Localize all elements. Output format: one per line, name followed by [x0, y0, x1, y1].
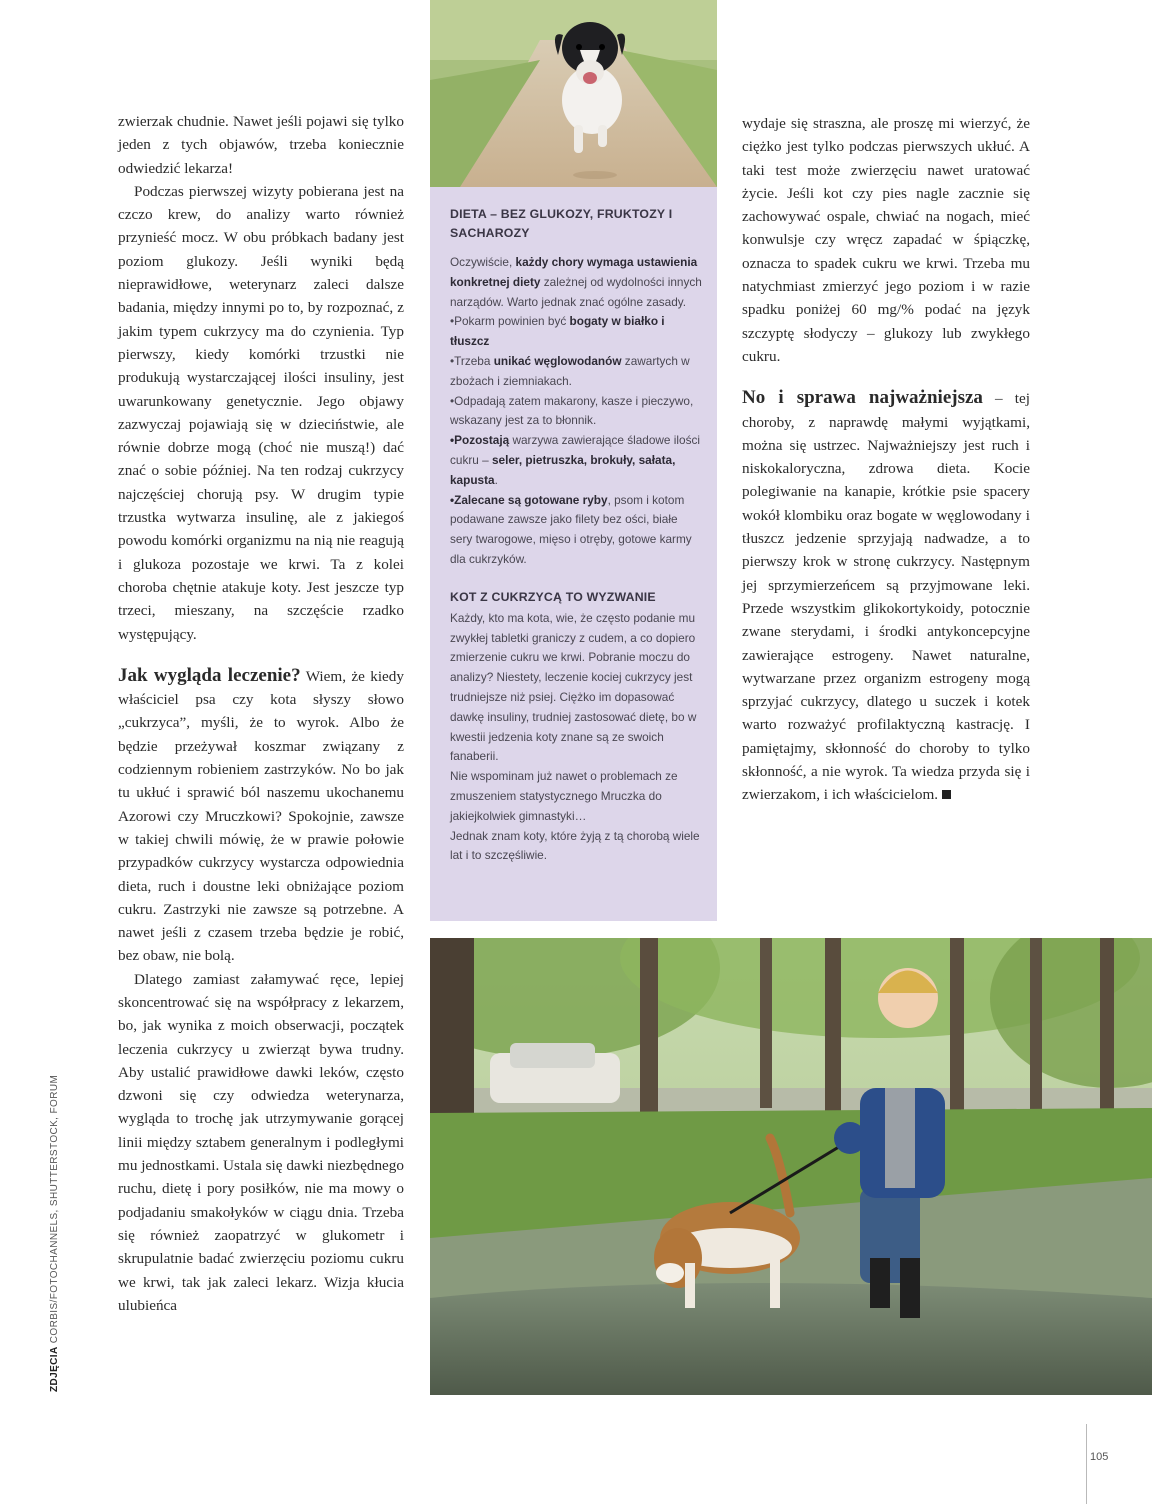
paragraph-lead-heading: Jak wygląda leczenie?: [118, 664, 301, 686]
text-run: •Pokarm powinien być: [450, 314, 570, 329]
paragraph: [118, 664, 404, 968]
end-of-article-mark: [942, 790, 951, 799]
page-number-divider: [1086, 1424, 1087, 1504]
bold-run: każdy chory wymaga ustawienia konkretnej diety: [450, 255, 698, 289]
right-text-column: [742, 112, 1030, 807]
left-text-column: [118, 110, 404, 1317]
text-run: Każdy, kto ma kota, wie, że często podanie mu zwykłej tabletki graniczy z cudem, a co dopiero zmierzenie cukru we krwi. Pobranie moczu do analizy? Niestety, leczenie kociej cukrzycy jest trudniejsze niż psiej. Ciężko im dopasować dawkę insuliny, trudniej zastosować dietę, bo w kwestii jedzenia koty znane są ze swoich fanaberii.: [450, 610, 697, 764]
photo-credit-label: ZDJĘCIA: [49, 1346, 60, 1392]
text-run: Oczywiście,: [450, 255, 516, 269]
boy-walking-beagle-photo: [430, 938, 1152, 1395]
page-number: 105: [1090, 1451, 1109, 1463]
sidebar-text-cat: [450, 609, 702, 866]
running-dog-illustration: [430, 0, 717, 187]
paragraph: wydaje się straszna, ale proszę mi wierzyć, że ciężko jest tylko podczas pierwszych ukłuć. A taki test może zwierzęciu nawet uratować życie. Jeśli kot czy pies nagle zacznie się zachowywać ospale, chwiać na nogach, mieć konwulsje czy wręcz zapadać w śpiączkę, oznacza to spadek cukru we krwi. Trzeba mu natychmiast zmierzyć jego poziom i w razie spadku poniżej 60 mg/% podać na język szczyptę słodyczy – glukozy lub zwykłego cukru.: [742, 115, 1030, 365]
text-run: zależnej od wydolności innych narządów. Warto jednak znać ogólne zasady.: [450, 274, 702, 309]
bold-run: bogaty w białko i tłuszcz: [450, 314, 665, 349]
sidebar-text-diet: [450, 253, 702, 570]
text-run: •Odpadają zatem makarony, kasze i pieczywo, wskazany jest za to błonnik.: [450, 393, 694, 428]
paragraph: zwierzak chudnie. Nawet jeśli pojawi się tylko jeden z tych objawów, trzeba koniecznie odwiedzić lekarza!: [118, 113, 404, 177]
photo-credit: [49, 1075, 60, 1392]
paragraph: Podczas pierwszej wizyty pobierana jest na czczo krew, do analizy warto również przynieść mocz. W obu próbkach badany jest poziom glukozy. Jeśli wyniki będą nieprawidłowe, weterynarz zaleci dalsze badania, między innymi po to, by rozpoznać, z jakim typem cukrzycy ma do czynienia. Typ pierwszy, kiedy komórki trzustki nie produkują wystarczającej ilości insuliny, jest uwarunkowany genetycznie. Jego objawy zazwyczaj pojawiają się w dzieciństwie, ale równie dobrze mogą (choć nie muszą!) dać znać o sobie później. Na ten rodzaj cukrzycy najczęściej chorują psy. W drugim typie trzustka wytwarza insulinę, ale z jakiegoś powodu komórki organizmu na nią nie reagują i glukoza pozostaje we krwi. Ta z kolei choroba chętnie atakuje koty. Jest jeszcze typ trzeci, mieszany, na szczęście rzadko występujący.: [118, 182, 404, 643]
bold-run: seler, pietruszka, brokuły, sałata, kapusta: [450, 452, 676, 487]
text-run: Jednak znam koty, które żyją z tą chorobą wiele lat i to szczęśliwie.: [450, 828, 700, 863]
paragraph-text: – tej choroby, z naprawdę małymi wyjątkami, można się ustrzec. Najważniejszy jest ruch i niskokaloryczna, zdrowa dieta. Kocie polegiwanie na kanapie, krótkie psie spacery wokół klombiku oraz bogate w węglowodany i tłuszcz jedzenie sprzyjają nadwadze, a to pierwszy krok w stronę cukrzycy. Następnym jej sprzymierzeńcem są przyjmowane leki. Przede wszystkim glikokortykoidy, potocznie zwane sterydami, i środki antykoncepcyjne zawierające estrogeny. Nawet naturalne, wytwarzane przez organizm estrogeny mogą sprzyjać cukrzycy, dlatego u suczek i kotek warto rozważyć profilaktyczną kastrację. I pamiętajmy, skłonność do choroby to tylko skłonność, a nie wyrok. Ta wiedza przyda się i zwierzakom, i ich właścicielom.: [742, 390, 1030, 804]
text-run: zawartych w zbożach i ziemniakach.: [450, 353, 690, 388]
paragraph: [742, 386, 1030, 806]
text-run: warzywa zawierające śladowe ilości cukru –: [450, 433, 700, 467]
running-dog-photo: [430, 0, 717, 187]
text-run: , psom i kotom podawane zawsze jako filety bez ości, białe sery twarogowe, mięso i otręby, gotowe karmy dla cukrzyków.: [450, 492, 692, 566]
sidebar-box: [430, 187, 717, 921]
bold-run: •Pozostają: [450, 433, 510, 448]
boy-and-beagle-illustration: [430, 938, 1152, 1395]
sidebar-heading-cat: KOT Z CUKRZYCĄ TO WYZWANIE: [450, 589, 656, 604]
text-run: Nie wspominam już nawet o problemach ze zmuszeniem statystycznego Mruczka do jakiejkolwiek gimnastyki…: [450, 769, 678, 823]
photo-credit-sources: CORBIS/FOTOCHANNELS, SHUTTERSTOCK, FORUM: [49, 1074, 60, 1347]
text-run: .: [494, 472, 498, 487]
paragraph-lead-heading: No i sprawa najważniejsza: [742, 387, 983, 409]
bold-run: •Zalecane są gotowane ryby: [450, 492, 608, 507]
sidebar-content: [450, 205, 702, 866]
paragraph: Dlatego zamiast załamywać ręce, lepiej skoncentrować się na współpracy z lekarzem, bo, jak wynika z moich obserwacji, początek leczenia cukrzycy u zwierząt bywa trudny. Aby ustalić prawidłowe dawki leków, często dzwoni się czy odwiedza weterynarza, wygląda to trochę jak utrzymywanie gorącej linii między sztabem generalnym i podległymi mu jednostkami. Ustala się dawki niezbędnego ruchu, dietę i pory posiłków, nie ma mowy o podjadaniu smakołyków w ciągu dnia. Trzeba się również zaopatrzyć w glukometr i skrupulatnie badać zwierzęciu poziomu cukru we krwi, tak jak zaleci lekarz. Wizja kłucia ulubieńca: [118, 970, 404, 1314]
sidebar-heading-diet: DIETA – BEZ GLUKOZY, FRUKTOZY I SACHAROZY: [450, 207, 673, 240]
text-run: •Trzeba: [450, 353, 494, 368]
bold-run: unikać węglowodanów: [493, 353, 622, 368]
paragraph-text: Wiem, że kiedy właściciel psa czy kota słyszy słowo „cukrzyca”, myśli, że to wyrok. Albo że będzie przeżywał koszmar związany z codziennym robieniem zastrzyków. No bo jak tu ukłuć i sprawić ból naszemu ukochanemu Azorowi czy Mruczkowi? Spokojnie, zawsze w takiej chwili mówię, że w prawie połowie przypadków cukrzycy wystarcza odpowiednia dieta, ruch i doustne leki obniżające poziom cukru. Zastrzyki nie zawsze są potrzebne. A nawet jeśli z czasem trzeba będzie je robić, bez obaw, nie bolą.: [118, 667, 404, 965]
